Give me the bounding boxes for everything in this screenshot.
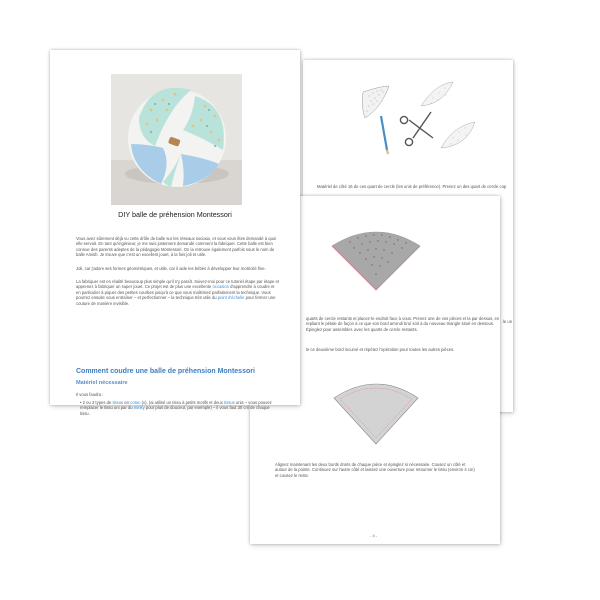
- intro-paragraph-3-text: Ce projet est de plus une excellente: [144, 284, 212, 290]
- bullet-text: (x), (ai utilisé un tissu à petits motifs et deux: [141, 400, 223, 405]
- ladder-stitch-link[interactable]: point d'échelle: [217, 295, 245, 301]
- mid-text-1: quarts de cercle restants et placez-le endroit face à vous. Prenez une de vos pièces et la par dessus, en repliant le pétale de façon à ce que son bord arrondi bruí soit à du nouveau triangle situé en dessous. Épinglez pour assembler. avec les quarts de cercle restants.: [306, 316, 500, 332]
- occasion-link[interactable]: occasion: [212, 284, 229, 290]
- fabric-link-2[interactable]: tissus: [224, 400, 235, 405]
- back-side-text: le un: [503, 319, 513, 324]
- needs-label: Il vous faudra :: [76, 392, 104, 397]
- materials-subheading: Matériel nécessaire: [76, 380, 128, 386]
- intro-paragraph-1: Vous avez sûrement déjà vu cette drôle de balle sur les réseaux sociaux, et vous vous êtes demandé à quoi elle servait. En tant qu'ingénieur, je me suis justement demandé comment la fabriquer. Cette balle est bien connue des parents adeptes de la pédagogie Montessori. On la retrouve également parfois sous le nom de balle Amish. Je trouve que c'est un excellent jouet, à la fois joli et utile.: [76, 236, 277, 258]
- bullet-text: unis – vous pouvez remplacer le tissu uni par du: [80, 400, 272, 411]
- front-page: [50, 50, 300, 416]
- back-caption: Matériel de côté 16 de ces quart de cercle (les unis de préférence). Prenez un des quart de cercle cop: [317, 184, 507, 189]
- pencil-icon: [381, 116, 387, 150]
- page-title: DIY balle de préhension Montessori: [118, 210, 232, 219]
- intro-paragraph-3-text: d'apprendre à coudre et en particulier à piquer des petites courbes jusqu'à ce que vous maîtrisiez parfaitement la technique. Vous pourrez ensuite vous entraîner – et perfectionner – la technique très utile du: [76, 284, 275, 301]
- mid-text-2: le ce deuxième bord incurvé et répétez l'opération pour toutes les autres pièces.: [306, 347, 455, 352]
- materials-bullet: [80, 400, 280, 416]
- intro-paragraph-3-text: La fabriquer est en réalité beaucoup plus simple qu'il n'y paraît. Suivez-moi pour ce tutoriel étape par étape et apprenez à fabriquer un super jouet.: [76, 279, 279, 290]
- intro-paragraph-3: [76, 279, 280, 306]
- intro-paragraph-3-text: pour fermer une couture de manière invisible.: [76, 295, 276, 306]
- bullet-text: • 2 ou 3 types de: [80, 400, 112, 405]
- montessori-ball-photo: [111, 74, 242, 205]
- section-heading: Comment coudre une balle de préhension Montessori: [76, 368, 255, 375]
- page-number: - 4 -: [370, 533, 378, 538]
- fabric-link[interactable]: tissus: [112, 400, 124, 405]
- intro-paragraph-2: Joli, car j'adore ses formes géométriques, et utile, car il aide les bébés à développer leur motricité fine.: [76, 266, 266, 271]
- sewing-illustration: [303, 60, 513, 180]
- dotted-fabric-piece-icon: [362, 86, 389, 118]
- mid-text-3: Alignez maintenant les deux bords droits de chaque pièce et épinglez si nécessaire. Cousez un côté et autour de la pointe. Continuez sur l'autre côté et laissez une ouverture pour retourner le tissu (environ 4 cm) et cousez le reste.: [275, 462, 475, 478]
- patterned-fabric-piece: [332, 232, 420, 290]
- dotted-fabric-piece-icon: [441, 122, 475, 148]
- scissors-icon: [400, 112, 433, 146]
- minky-link[interactable]: minky: [133, 405, 145, 411]
- bullet-text: pour plus de douceur, par exemple) – il vous faut 30 cm de chaque tissu.: [80, 405, 270, 416]
- plain-fabric-piece: [334, 384, 418, 444]
- dotted-fabric-piece-icon: [421, 82, 453, 106]
- bullet-text: en: [124, 400, 129, 405]
- cotton-link[interactable]: coton: [130, 400, 141, 405]
